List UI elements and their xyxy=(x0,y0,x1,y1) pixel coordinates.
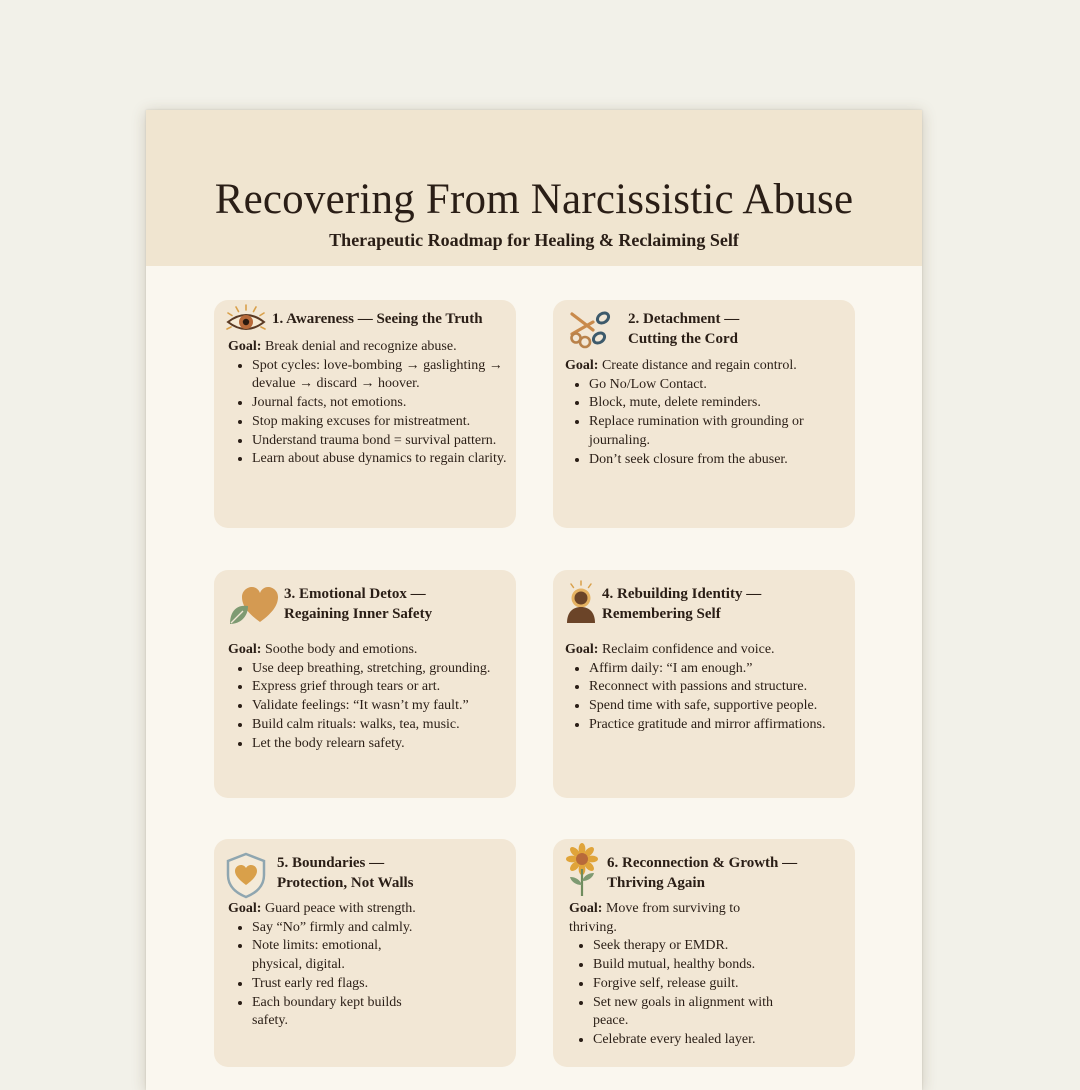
worksheet-page xyxy=(146,110,922,1090)
list-item: • Learn about abuse dynamics to regain clarity. xyxy=(252,450,510,469)
eye-icon xyxy=(224,302,268,338)
step-card-awareness xyxy=(214,300,516,528)
list-item: • Each boundary kept builds safety. xyxy=(252,994,416,1031)
card-title xyxy=(628,310,739,349)
action-list xyxy=(569,937,785,1049)
step-card-boundaries xyxy=(214,839,516,1067)
card-title-line: Remembering Self xyxy=(602,605,721,622)
card-title-line: 1. Awareness — Seeing the Truth xyxy=(272,311,483,327)
card-body xyxy=(565,357,815,469)
list-item: • Seek therapy or EMDR. xyxy=(593,937,785,956)
step-card-reconnection xyxy=(553,839,855,1067)
card-title-line: 2. Detachment — xyxy=(628,311,740,327)
goal-text: Break denial and recognize abuse. xyxy=(264,339,457,354)
list-item: • Don’t seek closure from the abuser. xyxy=(589,451,815,470)
shield-heart-icon xyxy=(224,851,268,899)
action-list xyxy=(565,376,815,470)
card-title-line: 4. Rebuilding Identity — xyxy=(602,586,762,602)
goal-line xyxy=(228,641,502,660)
card-body xyxy=(228,338,510,469)
list-item: • Spot cycles: love-bombing → gaslighting → devalue → discard → hoover. xyxy=(252,357,510,394)
goal-text: Create distance and regain control. xyxy=(601,358,797,373)
goal-label: Goal: xyxy=(565,642,599,657)
goal-line xyxy=(565,357,815,376)
list-item: • Express grief through tears or art. xyxy=(252,678,502,697)
goal-text: Reclaim confidence and voice. xyxy=(601,642,775,657)
goal-line xyxy=(565,641,849,660)
list-item: • Spend time with safe, supportive people. xyxy=(589,697,849,716)
goal-label: Goal: xyxy=(228,642,262,657)
goal-label: Goal: xyxy=(565,358,599,373)
card-body xyxy=(228,641,502,753)
card-title-line: 6. Reconnection & Growth — xyxy=(607,855,798,871)
card-title xyxy=(607,854,797,893)
list-item: • Affirm daily: “I am enough.” xyxy=(589,660,849,679)
list-item: • Block, mute, delete reminders. xyxy=(589,394,815,413)
list-item: • Say “No” firmly and calmly. xyxy=(252,919,416,938)
card-title-line: Thriving Again xyxy=(607,874,705,891)
action-list xyxy=(228,919,416,1031)
list-item: • Stop making excuses for mistreatment. xyxy=(252,413,510,432)
list-item: • Validate feelings: “It wasn’t my fault.” xyxy=(252,697,502,716)
list-item: • Let the body relearn safety. xyxy=(252,735,502,754)
list-item: • Use deep breathing, stretching, grounding. xyxy=(252,660,502,679)
scissors-chain-icon xyxy=(569,308,617,350)
list-item: • Celebrate every healed layer. xyxy=(593,1031,785,1050)
list-item: • Journal facts, not emotions. xyxy=(252,394,510,413)
goal-text: Soothe body and emotions. xyxy=(264,642,418,657)
step-card-rebuilding-identity xyxy=(553,570,855,798)
card-title xyxy=(602,585,761,624)
action-list xyxy=(228,660,502,754)
goal-text: Guard peace with strength. xyxy=(264,901,416,916)
page-title: Recovering From Narcissistic Abuse xyxy=(214,176,854,223)
goal-line xyxy=(569,900,785,937)
action-list xyxy=(565,660,849,735)
card-title xyxy=(284,585,432,624)
list-item: • Go No/Low Contact. xyxy=(589,376,815,395)
person-glow-icon xyxy=(565,580,597,624)
list-item: • Understand trauma bond = survival pattern. xyxy=(252,432,510,451)
goal-label: Goal: xyxy=(228,339,262,354)
card-title-line: 3. Emotional Detox — xyxy=(284,586,426,602)
list-item: • Replace rumination with grounding or journaling. xyxy=(589,413,815,450)
step-card-emotional-detox xyxy=(214,570,516,798)
goal-line xyxy=(228,338,510,357)
heart-leaf-icon xyxy=(228,584,280,626)
list-item: • Forgive self, release guilt. xyxy=(593,975,785,994)
card-title-line: Regaining Inner Safety xyxy=(284,605,433,622)
list-item: • Note limits: emotional, physical, digital. xyxy=(252,937,416,974)
card-body xyxy=(228,900,416,1031)
card-body xyxy=(569,900,785,1050)
goal-text: Move from surviving to thriving. xyxy=(569,901,741,935)
action-list xyxy=(228,357,510,469)
card-title xyxy=(277,854,414,893)
header-banner xyxy=(146,110,922,266)
list-item: • Set new goals in alignment with peace. xyxy=(593,994,785,1031)
list-item: • Reconnect with passions and structure. xyxy=(589,678,849,697)
step-card-detachment xyxy=(553,300,855,528)
goal-label: Goal: xyxy=(569,901,603,916)
card-title-line: 5. Boundaries — xyxy=(277,855,385,871)
list-item: • Build calm rituals: walks, tea, music. xyxy=(252,716,502,735)
card-title-line: Protection, Not Walls xyxy=(277,874,414,891)
card-title xyxy=(272,310,483,330)
goal-line xyxy=(228,900,416,919)
card-body xyxy=(565,641,849,735)
list-item: • Trust early red flags. xyxy=(252,975,416,994)
list-item: • Build mutual, healthy bonds. xyxy=(593,956,785,975)
goal-label: Goal: xyxy=(228,901,262,916)
sunflower-icon xyxy=(563,843,601,897)
card-title-line: Cutting the Cord xyxy=(628,330,739,347)
page-subtitle: Therapeutic Roadmap for Healing & Reclaiming Self xyxy=(329,230,739,250)
list-item: • Practice gratitude and mirror affirmations. xyxy=(589,716,849,735)
